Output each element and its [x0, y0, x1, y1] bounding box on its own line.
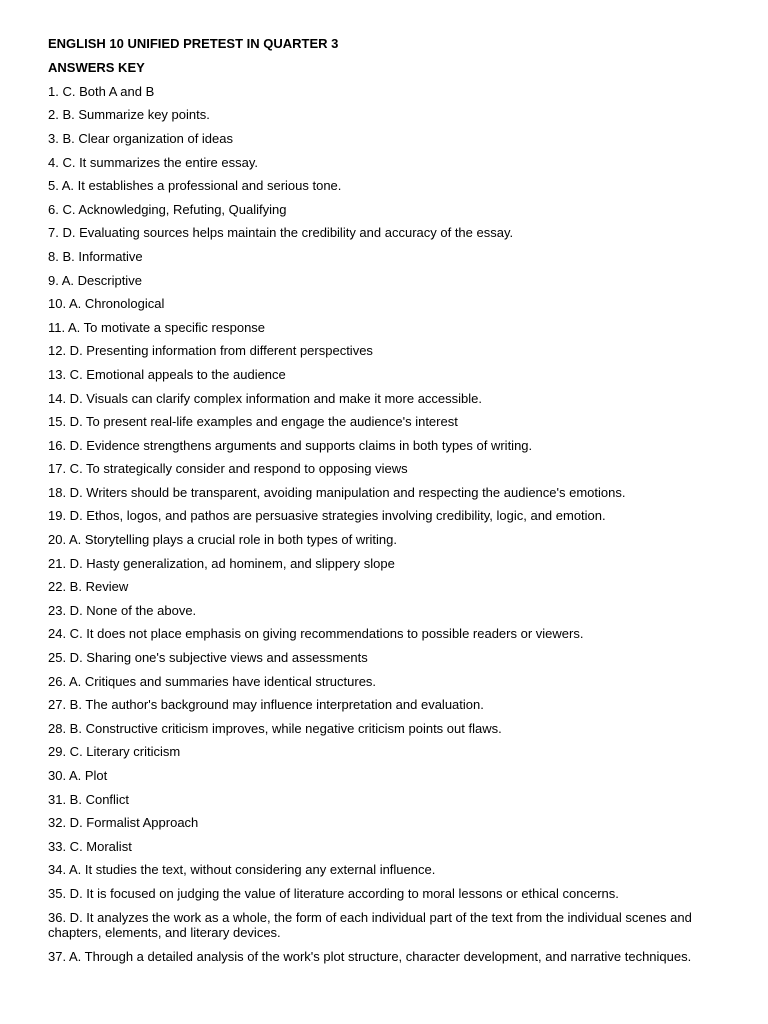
answer-item: 11. A. To motivate a specific response [48, 319, 266, 335]
answer-item: 30. A. Plot [48, 768, 108, 784]
answer-item: 4. C. It summarizes the entire essay. [48, 154, 258, 170]
answer-item: 31. B. Conflict [48, 791, 129, 807]
answer-item: 35. D. It is focused on judging the value of literature according to moral lessons or ethical concerns. [48, 885, 619, 901]
answer-item: 3. B. Clear organization of ideas [48, 130, 233, 146]
answer-item: 24. C. It does not place emphasis on giving recommendations to possible readers or viewers. [48, 626, 584, 642]
answer-item: 21. D. Hasty generalization, ad hominem, and slippery slope [48, 555, 395, 571]
answer-item: 6. C. Acknowledging, Refuting, Qualifying [48, 201, 287, 217]
answer-item: 14. D. Visuals can clarify complex information and make it more accessible. [48, 390, 483, 406]
answer-item: 28. B. Constructive criticism improves, while negative criticism points out flaws. [48, 720, 502, 736]
answer-item: 25. D. Sharing one's subjective views and assessments [48, 650, 368, 666]
answer-item: 5. A. It establishes a professional and serious tone. [48, 178, 342, 194]
answer-item: 32. D. Formalist Approach [48, 815, 199, 831]
answer-item: 20. A. Storytelling plays a crucial role in both types of writing. [48, 532, 398, 548]
answer-item: 19. D. Ethos, logos, and pathos are persuasive strategies involving credibility, logic, and emotion. [48, 508, 606, 524]
answer-item: 18. D. Writers should be transparent, avoiding manipulation and respecting the audience's emotions. [48, 484, 626, 500]
document-subtitle: ANSWERS KEY [48, 60, 145, 75]
answer-item: 10. A. Chronological [48, 296, 165, 312]
answer-item: 27. B. The author's background may influence interpretation and evaluation. [48, 697, 484, 713]
answer-list [48, 84, 728, 965]
document-title: ENGLISH 10 UNIFIED PRETEST IN QUARTER 3 [48, 36, 339, 51]
answer-item: 37. A. Through a detailed analysis of the work's plot structure, character development, and narrative techniques. [48, 948, 692, 964]
answer-item: 2. B. Summarize key points. [48, 107, 210, 123]
answer-item: 12. D. Presenting information from different perspectives [48, 343, 373, 359]
answer-item: 16. D. Evidence strengthens arguments and supports claims in both types of writing. [48, 437, 533, 453]
answer-item: 26. A. Critiques and summaries have identical structures. [48, 673, 377, 689]
answer-item: 33. C. Moralist [48, 838, 132, 854]
answer-item: 22. B. Review [48, 579, 129, 595]
answer-item: 8. B. Informative [48, 248, 143, 264]
answer-item: 13. C. Emotional appeals to the audience [48, 366, 286, 382]
answer-item: 36. D. It analyzes the work as a whole, the form of each individual part of the text from the individual scenes and chapters, elements, and literary devices. [48, 909, 692, 941]
answer-item: 15. D. To present real-life examples and engage the audience's interest [48, 414, 458, 430]
answer-item: 17. C. To strategically consider and respond to opposing views [48, 461, 408, 477]
answer-item: 29. C. Literary criticism [48, 744, 181, 760]
answer-item: 9. A. Descriptive [48, 272, 142, 288]
answer-item: 7. D. Evaluating sources helps maintain the credibility and accuracy of the essay. [48, 225, 514, 241]
answer-item: 23. D. None of the above. [48, 602, 197, 618]
answer-item: 34. A. It studies the text, without considering any external influence. [48, 862, 436, 878]
answer-item: 1. C. Both A and B [48, 83, 155, 99]
